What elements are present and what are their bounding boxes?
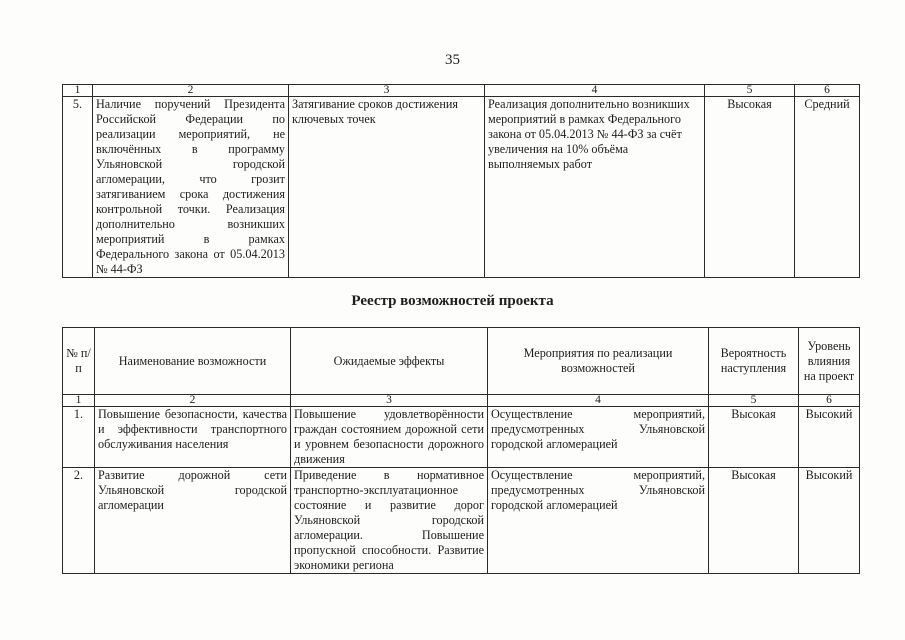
header-num: № п/п xyxy=(63,328,95,395)
header-effects: Ожидаемые эффекты xyxy=(291,328,488,395)
col-number: 2 xyxy=(93,85,289,97)
col-number: 3 xyxy=(291,395,488,407)
col-number: 1 xyxy=(63,395,95,407)
header-row xyxy=(63,328,860,395)
table-row xyxy=(63,468,860,574)
row-number: 5. xyxy=(63,97,93,278)
opportunity-name: Повышение безопасности, качества и эффективности транспортного обслуживания населения xyxy=(95,407,291,468)
table-row xyxy=(63,407,860,468)
opportunity-probability: Высокая xyxy=(709,407,799,468)
header-name: Наименование возможности xyxy=(95,328,291,395)
expected-effects: Повышение удовлетворённости граждан состоянием дорожной сети и уровнем безопасности дорожного движения xyxy=(291,407,488,468)
header-probability: Вероятность наступления xyxy=(709,328,799,395)
col-number: 6 xyxy=(799,395,860,407)
header-measures: Мероприятия по реализации возможностей xyxy=(488,328,709,395)
risk-probability: Высокая xyxy=(705,97,795,278)
col-number: 4 xyxy=(485,85,705,97)
col-number: 5 xyxy=(709,395,799,407)
risk-measures: Реализация дополнительно возникших мероприятий в рамках Федерального закона от 05.04.2013 № 44-ФЗ за счёт увеличения на 10% объёма выполняемых работ xyxy=(485,97,705,278)
col-number: 6 xyxy=(795,85,860,97)
col-number: 5 xyxy=(705,85,795,97)
col-number: 1 xyxy=(63,85,93,97)
table-row xyxy=(63,97,860,278)
risk-description: Наличие поручений Президента Российской Федерации по реализации мероприятий, не включённых в программу Ульяновской городской агломерации, что грозит затягиванием срока достижения контрольной точки. Реализация дополнительно возникших мероприятий в рамках Федерального закона от 05.04.2013 № 44-ФЗ xyxy=(93,97,289,278)
opportunity-probability: Высокая xyxy=(709,468,799,574)
row-number: 2. xyxy=(63,468,95,574)
page-number: 35 xyxy=(445,52,460,68)
opportunities-table xyxy=(62,327,860,574)
row-number: 1. xyxy=(63,407,95,468)
col-number: 3 xyxy=(289,85,485,97)
col-number: 2 xyxy=(95,395,291,407)
expected-effects: Приведение в нормативное транспортно-эксплуатационное состояние и развитие дорог Ульяновской городской агломерации. Повышение пропускной способности. Развитие экономики региона xyxy=(291,468,488,574)
risk-impact: Средний xyxy=(795,97,860,278)
risk-table xyxy=(62,84,860,278)
opportunity-name: Развитие дорожной сети Ульяновской городской агломерации xyxy=(95,468,291,574)
column-number-row xyxy=(63,85,860,97)
header-impact: Уровень влияния на проект xyxy=(799,328,860,395)
opportunity-measures: Осуществление мероприятий, предусмотренных Ульяновской городской агломерацией xyxy=(488,407,709,468)
column-number-row xyxy=(63,395,860,407)
opportunity-impact: Высокий xyxy=(799,407,860,468)
opportunity-measures: Осуществление мероприятий, предусмотренных Ульяновской городской агломерацией xyxy=(488,468,709,574)
opportunity-impact: Высокий xyxy=(799,468,860,574)
col-number: 4 xyxy=(488,395,709,407)
section-title: Реестр возможностей проекта xyxy=(351,293,554,309)
risk-consequence: Затягивание сроков достижения ключевых точек xyxy=(289,97,485,278)
